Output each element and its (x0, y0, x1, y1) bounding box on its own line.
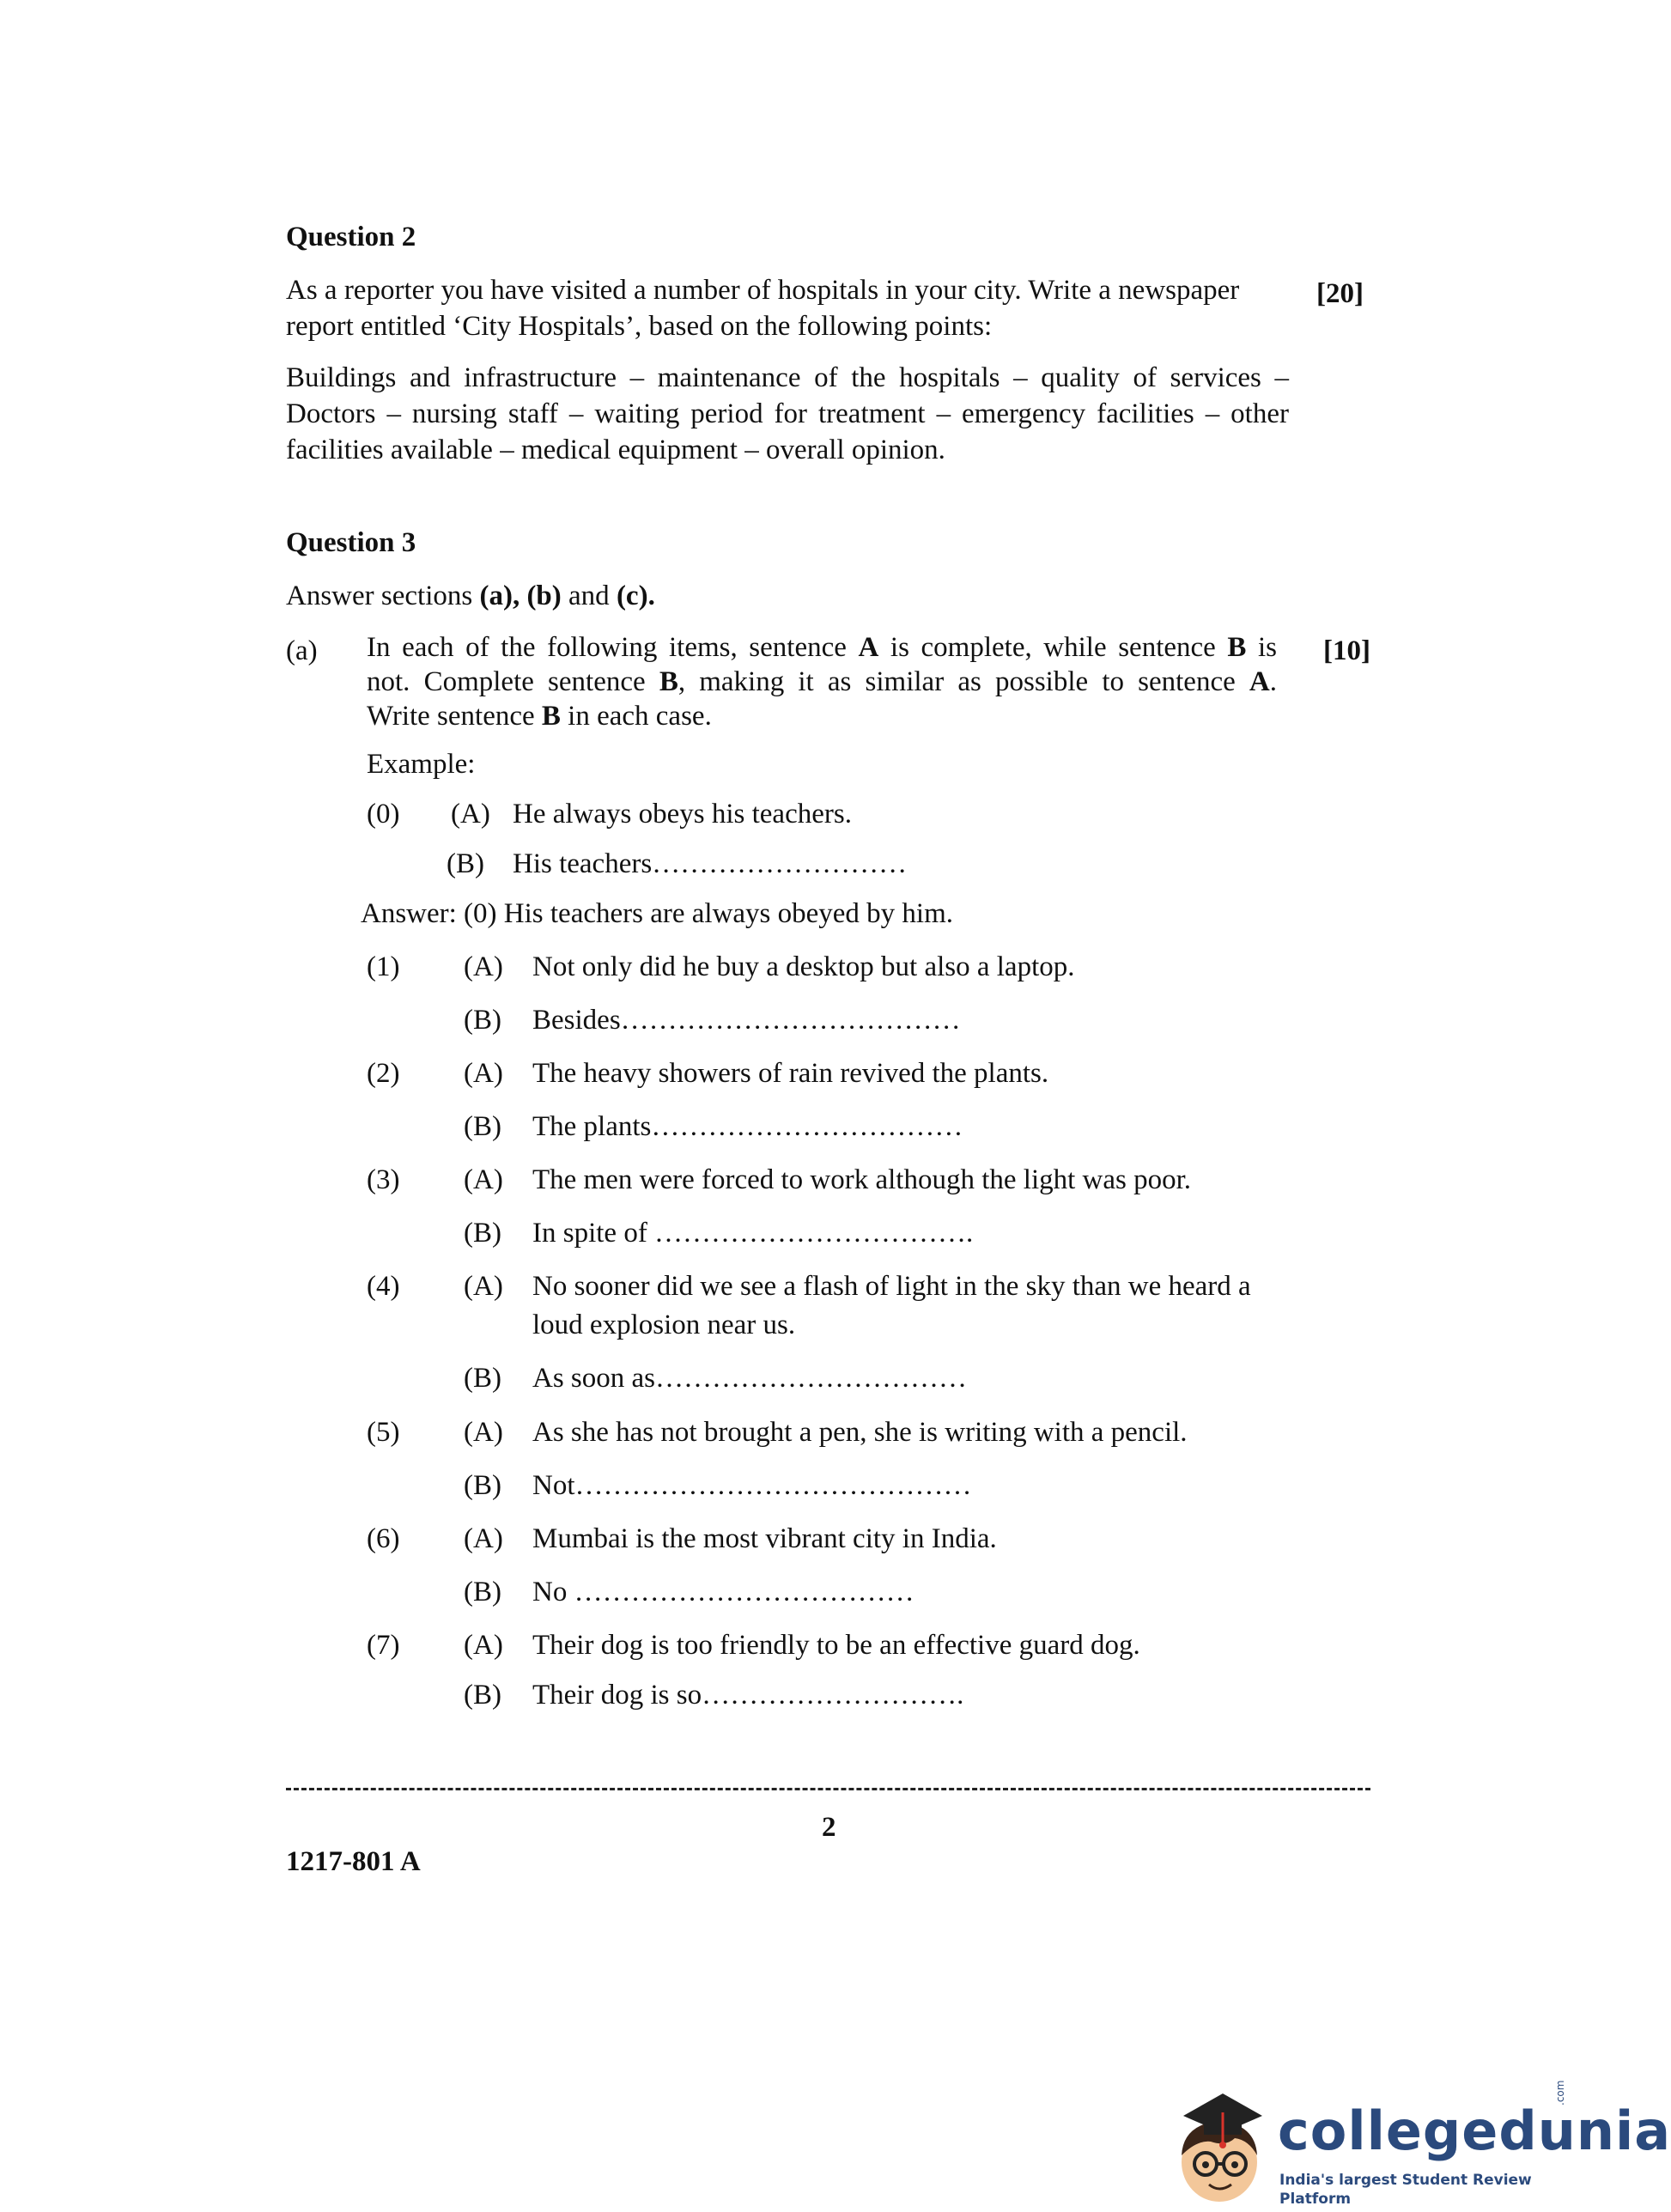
q2-points-line-1: Buildings and infrastructure – maintenance of the hospitals – quality of services – (286, 362, 1289, 393)
item-6-b (367, 1574, 1294, 1612)
item-1-b (367, 1002, 1294, 1040)
example-b-label: (B) (447, 848, 484, 879)
item-b-label: (B) (464, 1470, 501, 1501)
q3-marks: [10] (1323, 635, 1370, 666)
item-1-a (367, 949, 1294, 987)
example-label: Example: (367, 749, 476, 780)
item-a-label: (A) (464, 951, 503, 982)
item-a-text: As she has not brought a pen, she is writing with a pencil. (532, 1417, 1188, 1448)
q3-desc-line-3 (367, 698, 712, 735)
item-b-text: No ……………………………… (532, 1577, 914, 1607)
item-3-b (367, 1215, 1294, 1253)
desc-l2-a: not. Complete sentence (367, 666, 659, 697)
item-a-text: Not only did he buy a desktop but also a laptop. (532, 951, 1075, 982)
desc-l2-d: A (1249, 666, 1270, 697)
item-b-text: In spite of ……………………………. (532, 1218, 974, 1249)
paper-code: 1217-801 A (286, 1846, 421, 1877)
item-number: (6) (367, 1523, 400, 1554)
item-b-label: (B) (464, 1218, 501, 1249)
item-5-b (367, 1468, 1294, 1505)
q3-instructions (286, 578, 655, 615)
item-6-a (367, 1521, 1294, 1559)
item-number: (1) (367, 951, 400, 982)
q3-desc-line-2 (367, 664, 1277, 701)
footer-divider (286, 1788, 1370, 1790)
item-b-text: The plants…………………………… (532, 1111, 963, 1142)
example-a-label: (A) (451, 799, 490, 830)
q2-points-line-3: facilities available – medical equipment – overall opinion. (286, 434, 945, 465)
item-a-text: The heavy showers of rain revived the plants. (532, 1058, 1049, 1089)
item-a-label: (A) (464, 1164, 503, 1195)
q2-text-line-2: report entitled ‘City Hospitals’, based on the following points: (286, 311, 993, 342)
item-4-a (367, 1268, 1294, 1346)
desc-l3-c: in each case. (560, 701, 712, 732)
desc-l2-b: B (659, 666, 678, 697)
item-number: (7) (367, 1630, 400, 1661)
logo-tagline: India's largest Student Review Platform (1279, 2172, 1532, 2209)
question-2-heading: Question 2 (286, 222, 416, 252)
item-3-a (367, 1162, 1294, 1200)
desc-l1-b: A (858, 632, 879, 663)
item-a-text: Mumbai is the most vibrant city in India. (532, 1523, 997, 1554)
item-a-label: (A) (464, 1630, 503, 1661)
q2-marks: [20] (1316, 278, 1364, 309)
item-a-label: (A) (464, 1271, 503, 1302)
item-number: (4) (367, 1271, 400, 1302)
item-a-text: The men were forced to work although the light was poor. (532, 1164, 1192, 1195)
example-a-text: He always obeys his teachers. (513, 799, 852, 830)
item-b-text: Not…………………………………… (532, 1470, 972, 1501)
desc-l1-c: is complete, while sentence (878, 632, 1228, 663)
item-a-label: (A) (464, 1058, 503, 1089)
item-b-label: (B) (464, 1363, 501, 1394)
desc-l2-e: . (1269, 666, 1278, 697)
logo-wordmark: collegedunia (1278, 2100, 1671, 2162)
desc-l2-c: , making it as similar as possible to sentence (678, 666, 1249, 697)
q3-instr-pre: Answer sections (286, 580, 480, 611)
desc-l3-b: B (541, 701, 561, 732)
item-number: (5) (367, 1417, 400, 1448)
item-b-text: As soon as…………………………… (532, 1363, 968, 1394)
item-a-label: (A) (464, 1523, 503, 1554)
mascot-icon (1166, 2087, 1278, 2207)
example-number: (0) (367, 799, 400, 830)
item-2-a (367, 1055, 1294, 1093)
section-a-label: (a) (286, 635, 318, 666)
item-5-a (367, 1414, 1294, 1452)
item-number: (2) (367, 1058, 400, 1089)
q3-instr-bold2: (c). (616, 580, 655, 611)
question-3-heading: Question 3 (286, 527, 416, 558)
example-answer: Answer: (0) His teachers are always obeyed by him. (361, 898, 954, 929)
desc-l1-d: B (1227, 632, 1247, 663)
item-a-label: (A) (464, 1417, 503, 1448)
q3-desc-line-1 (367, 629, 1277, 666)
item-b-label: (B) (464, 1005, 501, 1036)
desc-l1-a: In each of the following items, sentence (367, 632, 859, 663)
item-b-label: (B) (464, 1111, 501, 1142)
item-b-text: Their dog is so………………………. (532, 1680, 964, 1711)
item-number: (3) (367, 1164, 400, 1195)
desc-l1-e: is (1246, 632, 1278, 663)
item-7-b (367, 1677, 1294, 1715)
collegedunia-logo (1166, 2080, 1671, 2209)
item-7-a (367, 1627, 1294, 1665)
item-b-label: (B) (464, 1577, 501, 1607)
logo-suffix: .com (1554, 2080, 1566, 2106)
page-number: 2 (822, 1812, 836, 1843)
item-b-label: (B) (464, 1680, 501, 1711)
q2-points-line-2: Doctors – nursing staff – waiting period for treatment – emergency facilities – other (286, 398, 1289, 429)
item-a-text: Their dog is too friendly to be an effective guard dog. (532, 1630, 1140, 1661)
example-b-text: His teachers……………………… (513, 848, 908, 879)
q3-instr-mid: and (561, 580, 617, 611)
q2-text-line-1: As a reporter you have visited a number of hospitals in your city. Write a newspaper (286, 275, 1240, 306)
item-b-text: Besides……………………………… (532, 1005, 961, 1036)
item-a-text: No sooner did we see a flash of light in the sky than we heard a (532, 1271, 1251, 1302)
desc-l3-a: Write sentence (367, 701, 542, 732)
item-a-text-line-2: loud explosion near us. (532, 1310, 796, 1340)
q3-instr-bold: (a), (b) (479, 580, 562, 611)
item-2-b (367, 1109, 1294, 1146)
item-4-b (367, 1360, 1294, 1398)
